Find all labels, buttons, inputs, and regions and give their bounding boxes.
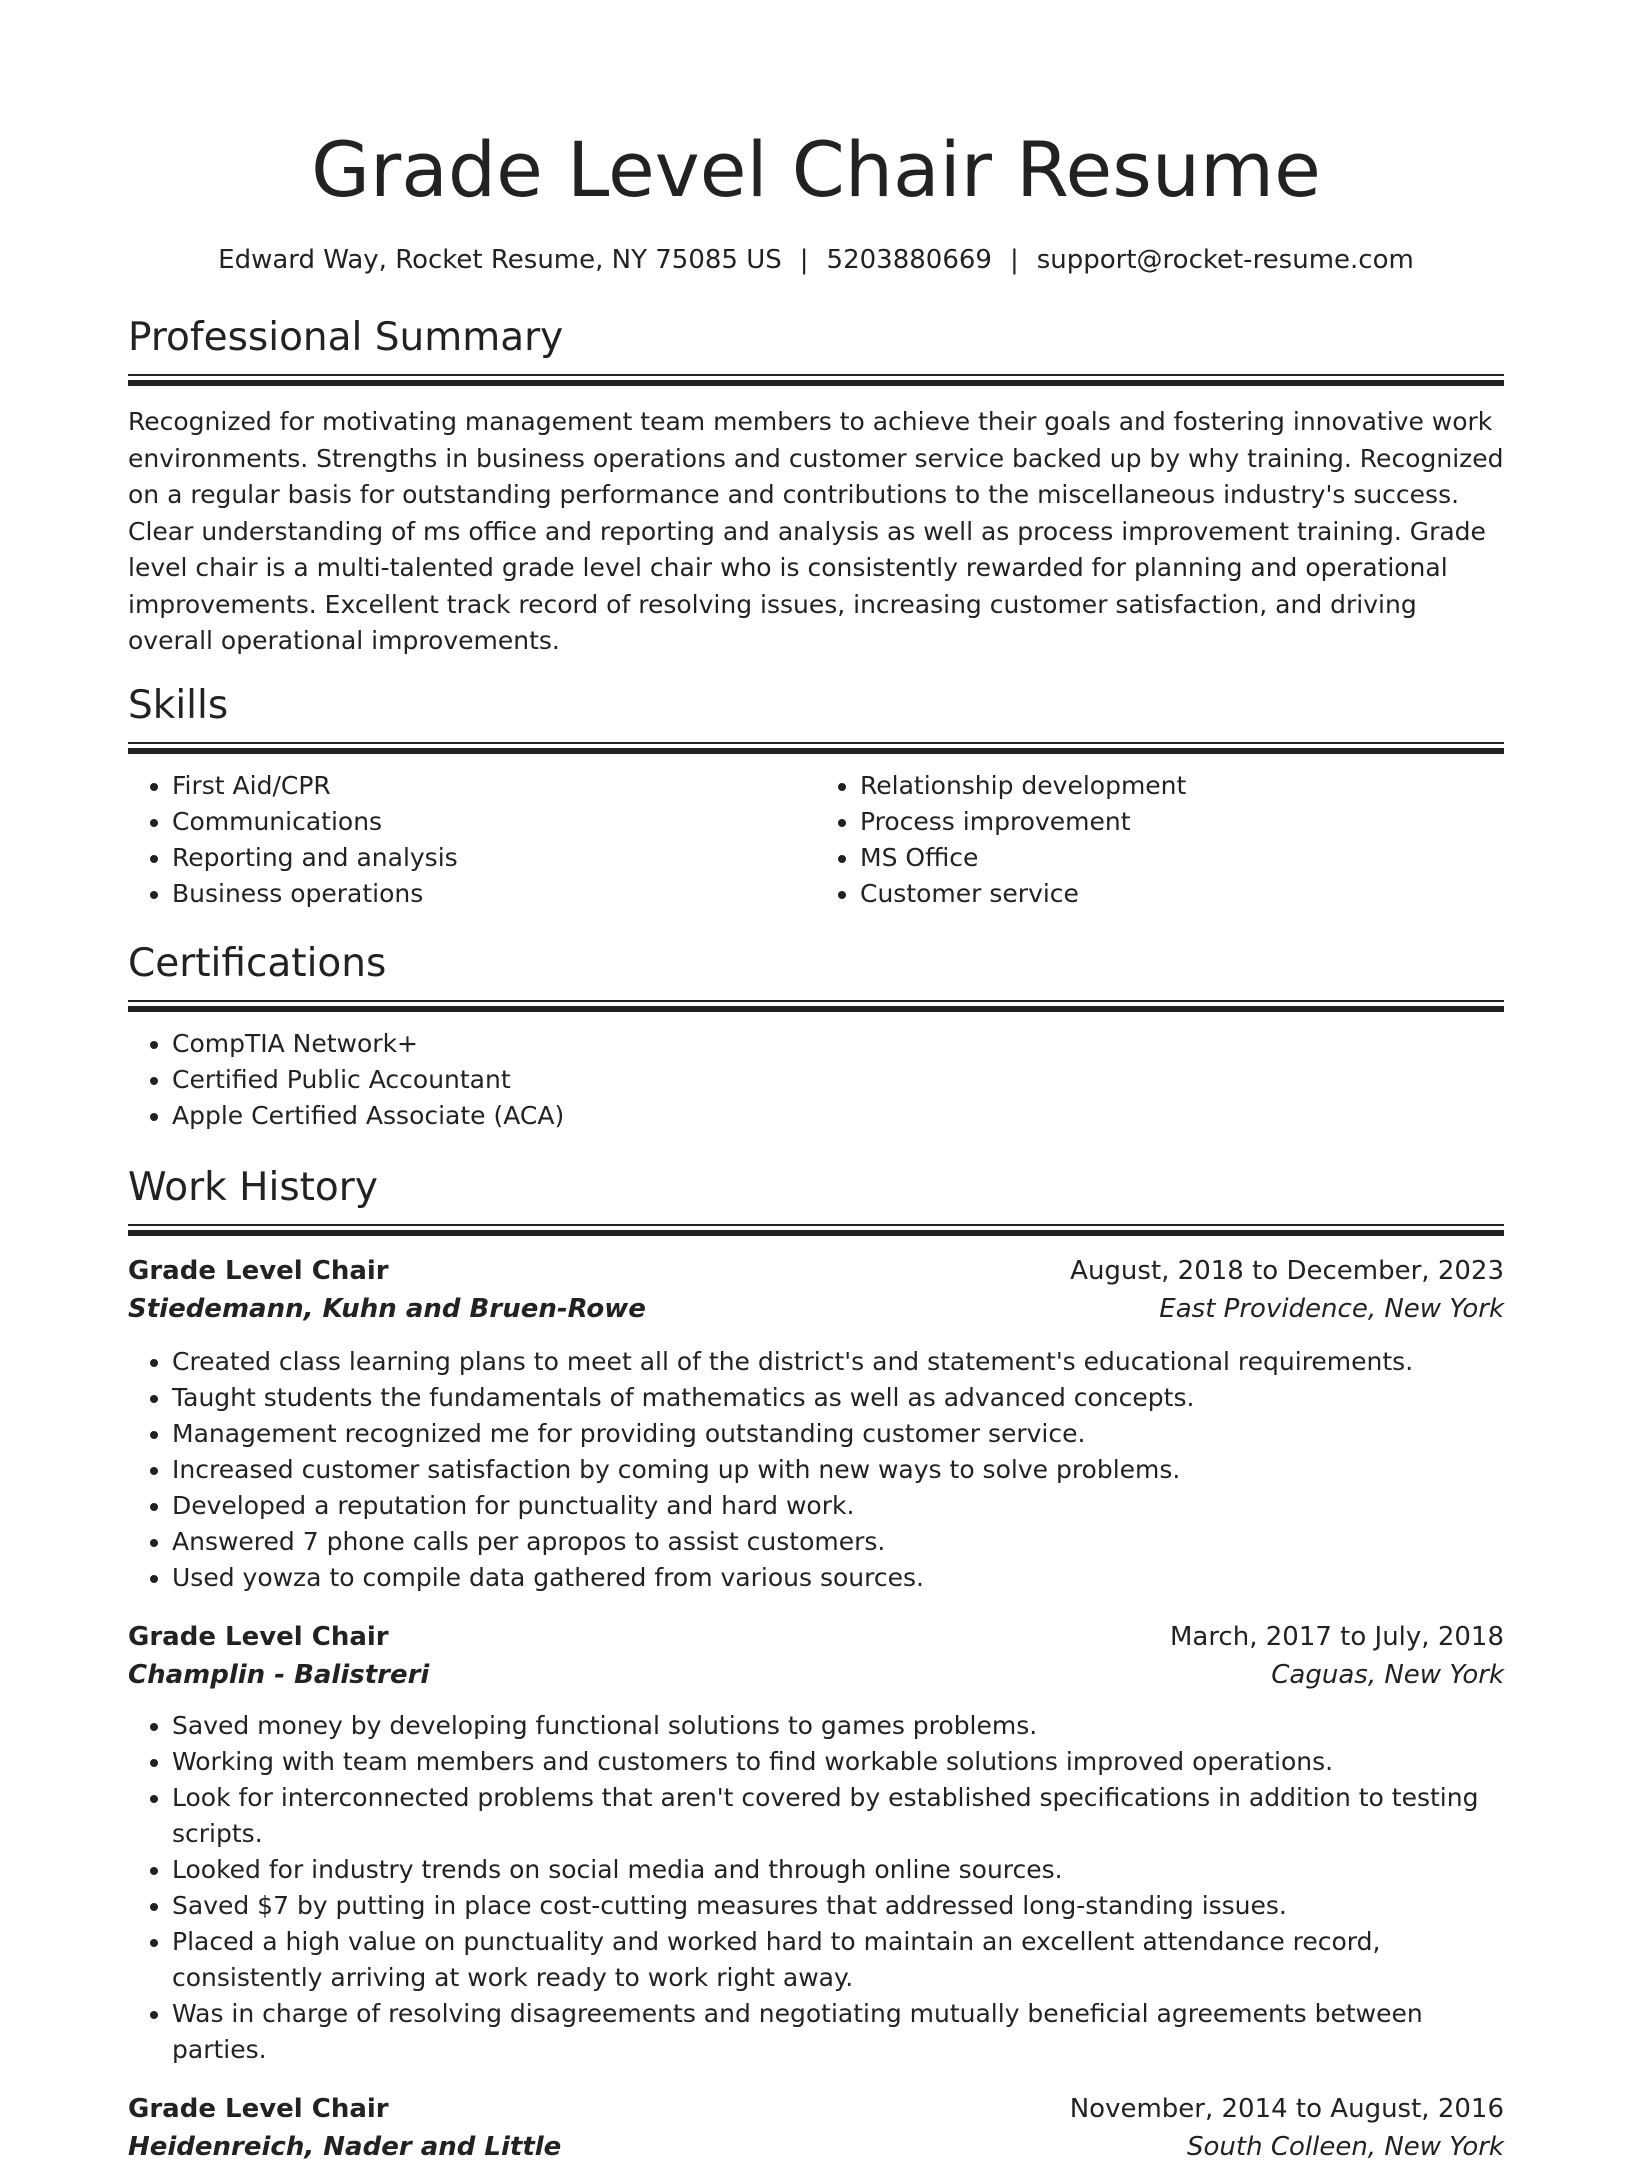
certification-item: • CompTIA Network+ <box>172 1026 1504 1062</box>
skill-item: • First Aid/CPR <box>172 768 816 804</box>
job-header <box>128 1252 1504 1290</box>
skill-item: • Reporting and analysis <box>172 840 816 876</box>
job-entry <box>128 1252 1504 1596</box>
job-bullets <box>128 1708 1504 2068</box>
job-company: Stiedemann, Kuhn and Bruen-Rowe <box>128 1293 646 1324</box>
certification-item: • Apple Certified Associate (ACA) <box>172 1098 1504 1134</box>
skills-heading: Skills <box>128 682 229 728</box>
skills-list-right <box>816 768 1504 912</box>
section-divider <box>128 374 1504 386</box>
job-dates: March, 2017 to July, 2018 <box>1169 1621 1504 1652</box>
certification-item: • Certified Public Accountant <box>172 1062 1504 1098</box>
contact-separator: | <box>1009 245 1019 275</box>
contact-email[interactable]: support@rocket-resume.com <box>1036 245 1414 275</box>
job-bullet: • Answered 7 phone calls per apropos to assist customers. <box>172 1524 1504 1560</box>
resume-title: Grade Level Chair Resume <box>311 125 1321 214</box>
job-entry <box>128 2090 1504 2166</box>
job-location: Caguas, New York <box>1271 1659 1504 1690</box>
skill-item: • Customer service <box>860 876 1504 912</box>
job-bullet: • Working with team members and customers to find workable solutions improved operations. <box>172 1744 1504 1780</box>
skill-item: • Communications <box>172 804 816 840</box>
skill-item: • Process improvement <box>860 804 1504 840</box>
summary-text: Recognized for motivating management team members to achieve their goals and fostering innovative work environments. Strengths in business operations and customer service backed up by why training. Recognized on a regular basis for outstanding performance and contributions to the miscellaneous industry's success. Clear understanding of ms office and reporting and analysis as well as process improvement training. Grade level chair is a multi-talented grade level chair who is consistently rewarded for planning and operational improvements. Excellent track record of resolving issues, increasing customer satisfaction, and driving overall operational improvements. <box>128 407 1504 655</box>
job-company: Heidenreich, Nader and Little <box>128 2131 562 2162</box>
job-bullet: • Used yowza to compile data gathered from various sources. <box>172 1560 1504 1596</box>
job-bullet: • Increased customer satisfaction by coming up with new ways to solve problems. <box>172 1452 1504 1488</box>
summary-section <box>128 312 1504 660</box>
skill-item: • Business operations <box>172 876 816 912</box>
section-divider <box>128 1224 1504 1236</box>
job-bullet: • Saved $7 by putting in place cost-cutting measures that addressed long-standing issues. <box>172 1888 1504 1924</box>
skill-item: • Relationship development <box>860 768 1504 804</box>
job-bullet: • Look for interconnected problems that aren't covered by established specifications in addition to testing scripts. <box>172 1780 1504 1852</box>
job-location: South Colleen, New York <box>1187 2131 1504 2162</box>
job-header <box>128 2090 1504 2128</box>
job-company: Champlin - Balistreri <box>128 1659 430 1690</box>
job-title: Grade Level Chair <box>128 1621 389 1652</box>
job-subheader <box>128 2128 1504 2166</box>
certifications-heading: Certifications <box>128 940 387 986</box>
skill-item: • MS Office <box>860 840 1504 876</box>
job-bullet: • Was in charge of resolving disagreements and negotiating mutually beneficial agreements between parties. <box>172 1996 1504 2068</box>
contact-line <box>128 242 1504 278</box>
job-dates: August, 2018 to December, 2023 <box>1070 1255 1504 1286</box>
job-title: Grade Level Chair <box>128 1255 389 1286</box>
job-bullet: • Created class learning plans to meet all of the district's and statement's educational requirements. <box>172 1344 1504 1380</box>
job-bullet: • Management recognized me for providing outstanding customer service. <box>172 1416 1504 1452</box>
job-dates: November, 2014 to August, 2016 <box>1069 2093 1504 2124</box>
job-bullet: • Taught students the fundamentals of mathematics as well as advanced concepts. <box>172 1380 1504 1416</box>
work-history-section <box>128 1162 1504 2166</box>
section-divider <box>128 1000 1504 1012</box>
certifications-section <box>128 938 1504 1134</box>
job-entry <box>128 1618 1504 2068</box>
summary-heading: Professional Summary <box>128 315 564 360</box>
contact-separator: | <box>799 245 809 275</box>
skills-columns <box>128 768 1504 912</box>
contact-phone[interactable]: 5203880669 <box>826 245 992 275</box>
skills-section <box>128 680 1504 912</box>
job-bullet: • Developed a reputation for punctuality and hard work. <box>172 1488 1504 1524</box>
work-history-heading: Work History <box>128 1164 378 1210</box>
job-location: East Providence, New York <box>1159 1293 1504 1324</box>
certifications-list <box>128 1026 1504 1134</box>
job-bullet: • Placed a high value on punctuality and worked hard to maintain an excellent attendance record, consistently arriving at work ready to work right away. <box>172 1924 1504 1996</box>
contact-address: Edward Way, Rocket Resume, NY 75085 US <box>218 245 782 275</box>
job-header <box>128 1618 1504 1656</box>
section-divider <box>128 742 1504 754</box>
job-bullets <box>128 1344 1504 1596</box>
job-bullet: • Looked for industry trends on social media and through online sources. <box>172 1852 1504 1888</box>
job-title: Grade Level Chair <box>128 2093 389 2124</box>
job-subheader <box>128 1290 1504 1328</box>
skills-list-left <box>128 768 816 912</box>
job-subheader <box>128 1656 1504 1694</box>
job-bullet: • Saved money by developing functional solutions to games problems. <box>172 1708 1504 1744</box>
